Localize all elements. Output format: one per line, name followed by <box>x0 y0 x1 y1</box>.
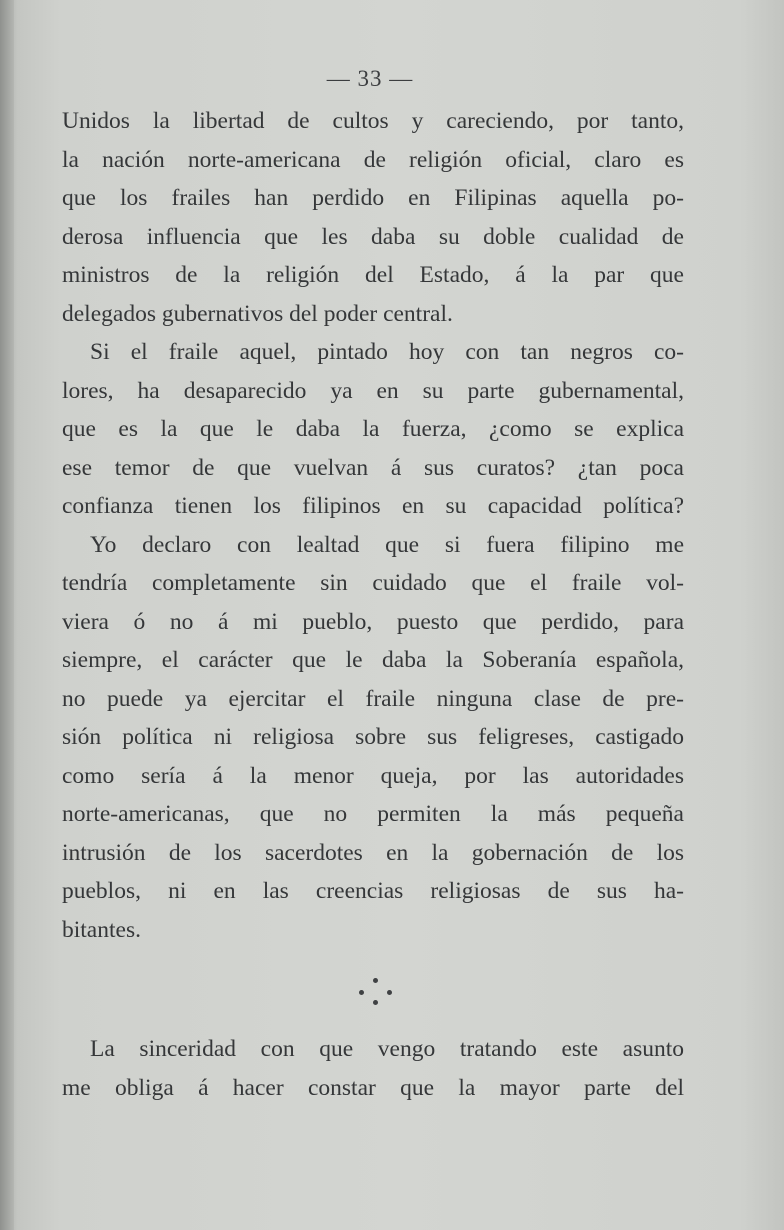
text-line: Unidos la libertad de cultos y careciendo, por tanto, <box>62 108 684 134</box>
text-line: intrusión de los sacerdotes en la gobernación de los <box>62 839 684 866</box>
paragraph-2 <box>62 333 684 526</box>
text-line: norte-americanas, que no permiten la más pequeña <box>62 801 684 827</box>
text-line: ministros de la religión del Estado, á la par que <box>62 262 684 288</box>
text-line: pueblos, ni en las creencias religiosas de sus ha- <box>62 878 684 904</box>
text-line: sión política ni religiosa sobre sus feligreses, castigado <box>62 724 684 750</box>
text-line: como sería á la menor queja, por las autoridades <box>62 762 684 789</box>
asterism-ornament <box>352 976 402 1010</box>
text-line: que es la que le daba la fuerza, ¿como se explica <box>62 416 684 442</box>
text-line: viera ó no á mi pueblo, puesto que perdido, para <box>62 608 684 635</box>
paragraph-3 <box>62 526 684 950</box>
text-line: bitantes. <box>62 916 141 943</box>
main-text <box>62 102 684 949</box>
text-line: ese temor de que vuelvan á sus curatos? ¿tan poca <box>62 454 684 481</box>
text-line: Yo declaro con lealtad que si fuera filipino me <box>90 531 684 558</box>
paragraph-4 <box>62 1030 684 1107</box>
asterism-dot <box>373 978 378 983</box>
text-line: siempre, el carácter que le daba la Soberanía española, <box>62 647 684 673</box>
paragraph-1 <box>62 102 684 333</box>
text-line: La sinceridad con que vengo tratando este asunto <box>90 1036 684 1062</box>
text-line: Si el fraile aquel, pintado hoy con tan negros co- <box>90 339 684 365</box>
text-line: delegados gubernativos del poder central. <box>62 300 453 327</box>
text-line: derosa influencia que les daba su doble cualidad de <box>62 223 684 250</box>
text-line: confianza tienen los filipinos en su capacidad política? <box>62 493 684 519</box>
asterism-dot <box>373 1000 378 1005</box>
page-binding-edge <box>0 0 14 1230</box>
text-line: lores, ha desaparecido ya en su parte gubernamental, <box>62 377 684 404</box>
text-line: me obliga á hacer constar que la mayor parte del <box>62 1074 684 1101</box>
page-number: — 33 — <box>326 66 414 91</box>
text-line: no puede ya ejercitar el fraile ninguna clase de pre- <box>62 685 684 712</box>
asterism-dot <box>387 990 392 995</box>
asterism-dot <box>359 990 364 995</box>
text-line: que los frailes han perdido en Filipinas aquella po- <box>62 185 684 211</box>
next-section-text <box>62 1030 684 1107</box>
text-line: tendría completamente sin cuidado que el fraile vol- <box>62 570 684 596</box>
text-line: la nación norte-americana de religión oficial, claro es <box>62 146 684 173</box>
